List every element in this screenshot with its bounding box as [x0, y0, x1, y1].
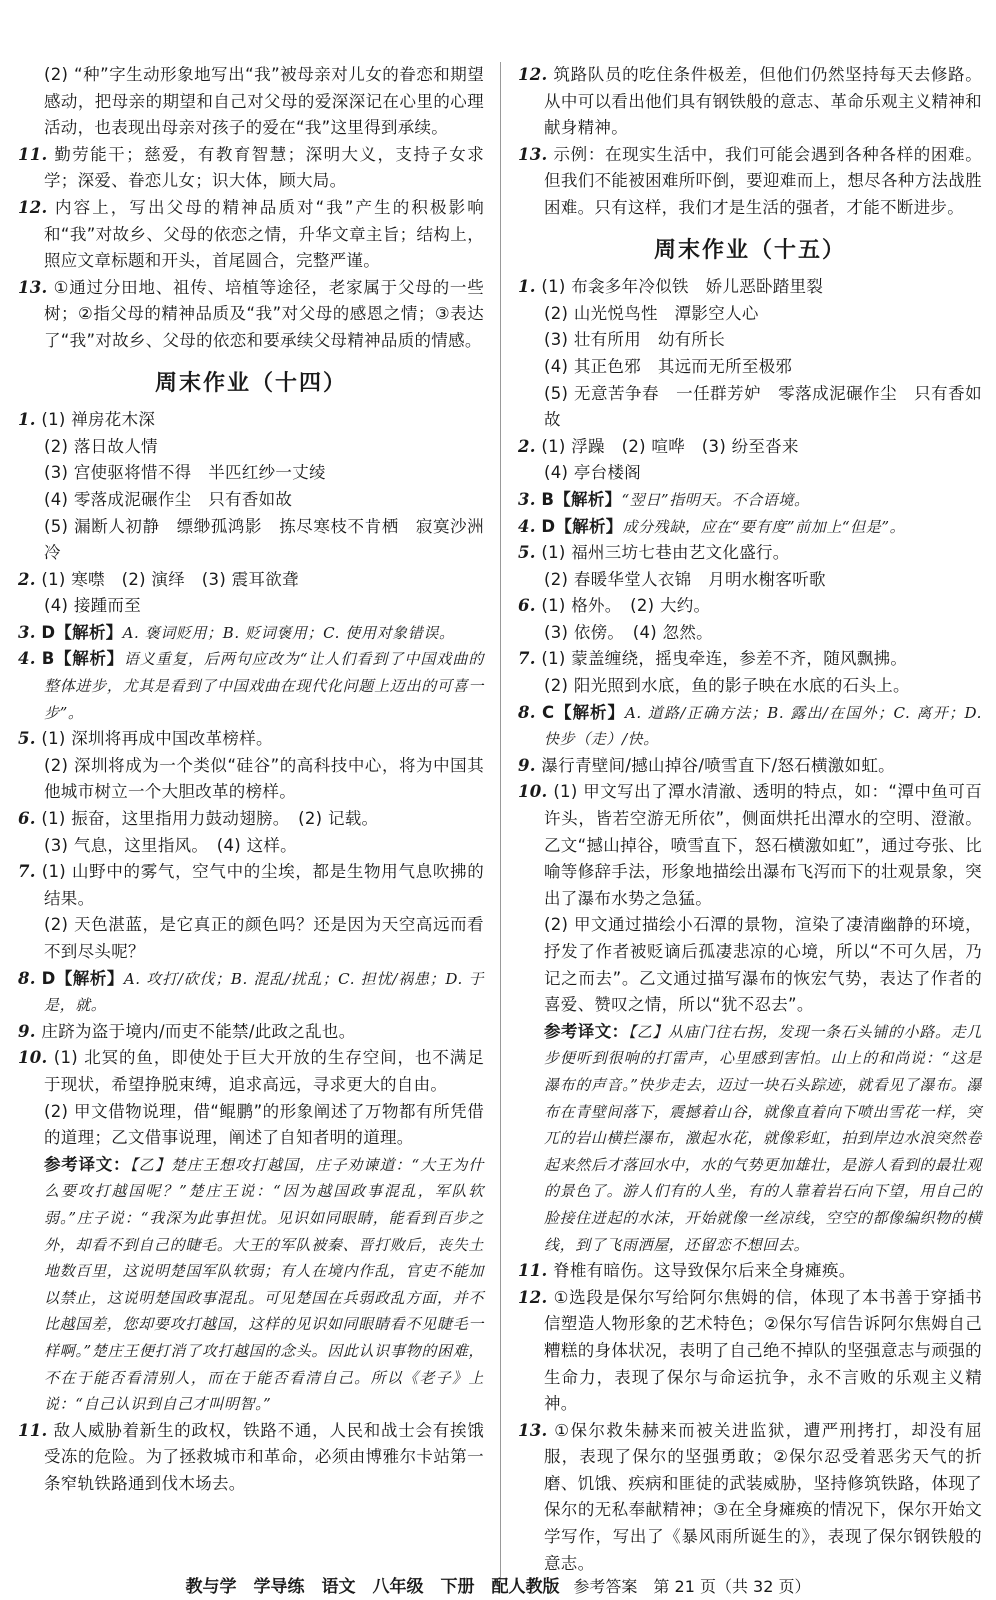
answer-item: 12. 筑路队员的吃住条件极差，但他们仍然坚持每天去修路。从中可以看出他们具有钢铁般的意志、革命乐观主义精神和献身精神。 — [518, 65, 983, 138]
answer-line: (3) 气息，这里指风。 (4) 这样。 — [44, 835, 297, 855]
answer-line: (2) 山光悦鸟性 潭影空人心 — [544, 303, 759, 323]
answer-line: (3) 依傍。 (4) 忽然。 — [544, 622, 713, 642]
answer-item: 10. (1) 北冥的鱼，即使处于巨大开放的生存空间，也不满足于现状，希望挣脱束缚，追求高远，寻求更大的自由。 — [18, 1048, 484, 1094]
answer-line: (4) 零落成泥碾作尘 只有香如故 — [44, 489, 293, 509]
answer-item: 4. D【解析】成分残缺，应在“要有度”前加上“但是”。 — [518, 516, 906, 536]
answer-line: (2) 阳光照到水底，鱼的影子映在水底的石头上。 — [544, 676, 910, 696]
answer-item: 6. (1) 格外。 (2) 大约。 — [518, 596, 711, 616]
answer-item: 1. (1) 禅房花木深 — [18, 410, 156, 430]
answer-line: (2) 甲文通过描绘小石潭的景物，渲染了凄清幽静的环境，抒发了作者被贬谪后孤凄悲凉的心境，所以“不可久居，乃记之而去”。乙文通过描写瀑布的恢宏气势，表达了作者的喜爱、赞叹之情，所以“犹不忍去”。 — [544, 915, 982, 1015]
answer-line: (2) 深圳将成为一个类似“硅谷”的高科技中心，将为中国其他城市树立一个大胆改革的榜样。 — [44, 755, 484, 802]
answer-item: 4. B【解析】语义重复，后两句应改为“让人们看到了中国戏曲的整体进步，尤其是看到了中国戏曲在现代化问题上迈出的可喜一步”。 — [18, 649, 485, 722]
book-title: 教与学 学导练 语文 八年级 下册 配人教版 — [185, 1577, 560, 1597]
answer-item: 3. D【解析】A. 褒词贬用；B. 贬词褒用；C. 使用对象错误。 — [18, 622, 455, 642]
page-number: 参考答案 第 21 页（共 32 页） — [573, 1577, 811, 1596]
answer-item: 10. (1) 甲文写出了潭水清澈、透明的特点，如：“潭中鱼可百许头，皆若空游无所依”，侧面烘托出潭水的空明、澄澈。乙文“撼山掉谷，喷雪直下，怒石横激如虹”，通过夸张、比喻等修辞手法，形象地描绘出瀑布飞泻而下的壮观景象，突出了瀑布水势之急猛。 — [518, 782, 982, 908]
answer-item: 7. (1) 山野中的雾气，空气中的尘埃，都是生物用气息吹拂的结果。 — [18, 862, 484, 908]
answer-line: (5) 漏断人初静 缥缈孤鸿影 拣尽寒枝不肯栖 寂寞沙洲冷 — [44, 516, 484, 563]
answer-item: 3. B【解析】“翌日”指明天。不合语境。 — [518, 489, 810, 509]
answer-item: 8. D【解析】A. 攻打/砍伐；B. 混乱/扰乱；C. 担忧/祸患；D. 于是，就。 — [18, 968, 485, 1015]
answer-line: (2) 春暖华堂人衣锦 月明水榭客听歌 — [544, 569, 826, 589]
answer-item: 5. (1) 深圳将再成中国改革榜样。 — [18, 729, 273, 749]
answer-item: 13. 示例：在现实生活中，我们可能会遇到各种各样的困难。但我们不能被困难所吓倒，要迎难而上，想尽各种方法战胜困难。只有这样，我们才是生活的强者，才能不断进步。 — [518, 144, 983, 217]
answer-line: (5) 无意苦争春 一任群芳妒 零落成泥碾作尘 只有香如故 — [544, 383, 982, 430]
reference-translation: 参考译文：【乙】楚庄王想攻打越国，庄子劝谏道：“大王为什么要攻打越国呢？”楚庄王说：“因为越国政事混乱，军队软弱。”庄子说：“我深为此事担忧。见识如同眼睛，能看到百步之外，却看不到自己的睫毛。大王的军队被秦、晋打败后，丧失土地数百里，这说明楚国军队软弱；有人在境内作乱，官吏不能加以禁止，这说明楚国政事混乱。可见楚国在兵弱政乱方面，并不比越国差，您却要攻打越国，这样的见识如同眼睛看不见睫毛一样啊。”楚庄王便打消了攻打越国的念头。因此认识事物的困难，不在于能否看清别人，而在于能否看清自己。所以《老子》上说：“自己认识到自己才叫明智。” — [44, 1154, 484, 1414]
answer-item: 5. (1) 福州三坊七巷由艺文化盛行。 — [518, 543, 790, 563]
left-column — [18, 62, 484, 1497]
answer-item: 2. (1) 寒噤 (2) 演绎 (3) 震耳欲聋 — [18, 569, 299, 589]
answer-line: (2) 甲文借物说理，借“鲲鹏”的形象阐述了万物都有所凭借的道理；乙文借事说理，阐述了自知者明的道理。 — [44, 1101, 484, 1148]
answer-line: (4) 接踵而至 — [44, 596, 142, 616]
answer-line: (4) 其正色邪 其远而无所至极邪 — [544, 356, 793, 376]
answer-line: (2) 天色湛蓝，是它真正的颜色吗？还是因为天空高远而看不到尽头呢？ — [44, 915, 484, 961]
answer-item: 11. 勤劳能干；慈爱，有教育智慧；深明大义，支持子女求学；深爱、眷恋儿女；识大体，顾大局。 — [18, 144, 485, 191]
answer-line: (2) 落日故人情 — [44, 436, 158, 456]
answer-item: 13. ①保尔救朱赫来而被关进监狱，遭严刑拷打，却没有屈服，表现了保尔的坚强勇敢；②保尔忍受着恶劣天气的折磨、饥饿、疾病和匪徒的武装威胁，坚持修筑铁路，体现了保尔的无私奉献精神；③在全身瘫痪的情况下，保尔开始文学写作，写出了《暴风雨所诞生的》，表现了保尔钢铁般的意志。 — [518, 1420, 982, 1573]
right-column — [518, 62, 982, 1577]
answer-item: 1. (1) 布衾多年冷似铁 娇儿恶卧踏里裂 — [518, 277, 824, 297]
answer-item: 13. ①通过分田地、祖传、培植等途径，老家属于父母的一些树；②指父母的精神品质及“我”对父母的感恩之情；③表达了“我”对故乡、父母的依恋和要承续父母精神品质的情感。 — [18, 277, 484, 350]
answer-item: 11. 敌人威胁着新生的政权，铁路不通，人民和战士会有挨饿受冻的危险。为了拯救城市和革命，必须由博雅尔卡站第一条窄轨铁路通到伐木场去。 — [18, 1420, 485, 1493]
answer-item: 7. (1) 蒙盖缠绕，摇曳牵连，参差不齐，随风飘拂。 — [518, 649, 908, 669]
answer-item: 12. ①选段是保尔写给阿尔焦姆的信，体现了本书善于穿插书信塑造人物形象的艺术特色；②保尔写信告诉阿尔焦姆自己糟糕的身体状况，表明了自己绝不掉队的坚强意志与顽强的生命力，表现了保尔与命运抗争，永不言败的乐观主义精神。 — [518, 1287, 982, 1414]
column-divider — [500, 62, 501, 1582]
answer-item: 11. 脊椎有暗伤。这导致保尔后来全身瘫痪。 — [518, 1261, 856, 1281]
answer-line: (3) 宫使驱将惜不得 半匹红纱一丈绫 — [44, 463, 326, 483]
answer-item: 2. (1) 浮躁 (2) 喧哗 (3) 纷至沓来 — [518, 436, 799, 456]
reference-translation: 参考译文：【乙】从庙门往右拐，发现一条石头铺的小路。走几步便听到很响的打雷声，心里感到害怕。山上的和尚说：“这是瀑布的声音。”快步走去，迈过一块石头踪迹，就看见了瀑布。瀑布在青壁间落下，震撼着山谷，就像直着向下喷出雪花一样，突兀的岩山横拦瀑布，激起水花，就像彩虹，拍到岸边水浪突然卷起来然后才落回水中，水的气势更加雄壮，是游人看到的最壮观的景色了。游人们有的人坐，有的人靠着岩石向下望，用自己的脸接住迸起的水沫，开始就像一丝凉线，空空的都像编织物的横线，到了飞雨洒屋，还留恋不想回去。 — [544, 1021, 982, 1254]
answer-item: 8. C【解析】A. 道路/正确方法；B. 露出/在国外；C. 离开；D. 快步（走）/快。 — [518, 702, 983, 749]
answer-item: 6. (1) 振奋，这里指用力鼓动翅膀。 (2) 记载。 — [18, 809, 379, 829]
answer-paragraph: (2) “种”字生动形象地写出“我”被母亲对儿女的眷恋和期望感动，把母亲的期望和自己对父母的爱深深记在心里的心理活动，也表现出母亲对孩子的爱在“我”这里得到承续。 — [44, 65, 484, 138]
answer-item: 12. 内容上，写出父母的精神品质对“我”产生的积极影响和“我”对故乡、父母的依恋之情，升华文章主旨；结构上，照应文章标题和开头，首尾圆合，完整严谨。 — [18, 197, 484, 271]
answer-line: (3) 壮有所用 幼有所长 — [544, 330, 726, 350]
answer-item: 9. 庄跻为盗于境内/而吏不能禁/此政之乱也。 — [18, 1021, 356, 1041]
section-title: 周末作业（十五） — [653, 237, 846, 263]
answer-item: 9. 瀑行青壁间/撼山掉谷/喷雪直下/怒石横激如虹。 — [518, 755, 895, 775]
section-title: 周末作业（十四） — [154, 370, 347, 396]
answer-line: (4) 亭台楼阁 — [544, 463, 642, 483]
page-footer — [0, 1572, 996, 1597]
